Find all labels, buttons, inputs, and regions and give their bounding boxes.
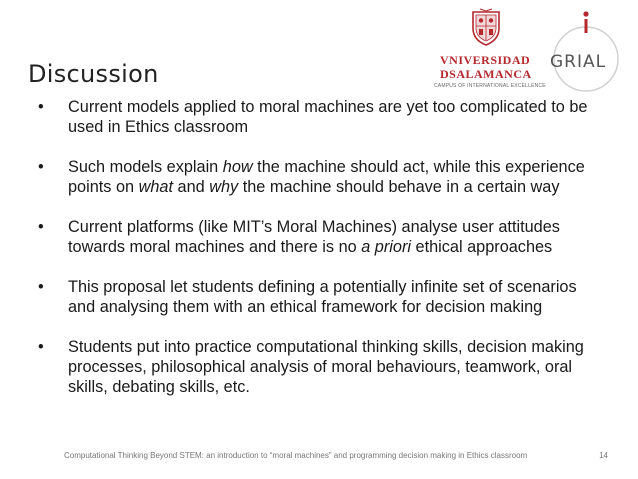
bullet-item — [38, 217, 598, 257]
bullet-text: the machine should behave in a certain way — [238, 178, 560, 196]
bullet-item — [38, 157, 598, 197]
bullet-dot-icon: • — [38, 98, 44, 116]
bullet-item — [38, 337, 598, 397]
bullet-text: Students put into practice computational thinking skills, decision making processes, philosophical analysis of moral behaviours, teamwork, oral skills, debating skills, etc. — [68, 338, 584, 396]
bullet-text: the machine should act, while this experience points on — [68, 158, 585, 196]
bullet-dot-icon: • — [38, 218, 44, 236]
grial-wordmark: GRIAL — [550, 52, 607, 72]
bullet-text: ethical approaches — [411, 238, 553, 256]
bullet-text-emphasis: how — [222, 158, 253, 176]
slide-title: Discussion — [28, 60, 159, 88]
university-seal-icon — [470, 8, 502, 46]
bullet-text: Current models applied to moral machines are yet too complicated to be used in Ethics classroom — [68, 98, 588, 136]
bullet-item — [38, 97, 598, 137]
discussion-bullet-list — [38, 97, 598, 417]
bullet-text-emphasis: why — [209, 178, 239, 196]
university-name-line1: VNIVERSIDAD — [440, 53, 531, 67]
university-name-line2: DSALAMANCA — [440, 67, 532, 81]
bullet-text: Such models explain — [68, 158, 223, 176]
bullet-dot-icon: • — [38, 278, 44, 296]
bullet-text-emphasis: what — [138, 178, 174, 196]
bullet-dot-icon: • — [38, 158, 44, 176]
university-logo — [434, 8, 546, 90]
bullet-text: and — [173, 178, 210, 196]
bullet-text: Current platforms (like MIT’s Moral Machines) analyse user attitudes towards moral machines and there is no — [68, 218, 560, 256]
bullet-dot-icon: • — [38, 338, 44, 356]
page-number: 14 — [599, 451, 608, 460]
bullet-item — [38, 277, 598, 317]
university-tagline: CAMPUS OF INTERNATIONAL EXCELLENCE — [434, 83, 546, 89]
bullet-text-emphasis: a priori — [361, 238, 411, 256]
slide-footer: Computational Thinking Beyond STEM: an introduction to “moral machines” and programming decision making in Ethics classroom — [64, 451, 528, 460]
grial-logo — [538, 4, 634, 92]
bullet-text: This proposal let students defining a potentially infinite set of scenarios and analysing them with an ethical framework for decision making — [68, 278, 577, 316]
grial-ring-icon — [538, 4, 634, 92]
